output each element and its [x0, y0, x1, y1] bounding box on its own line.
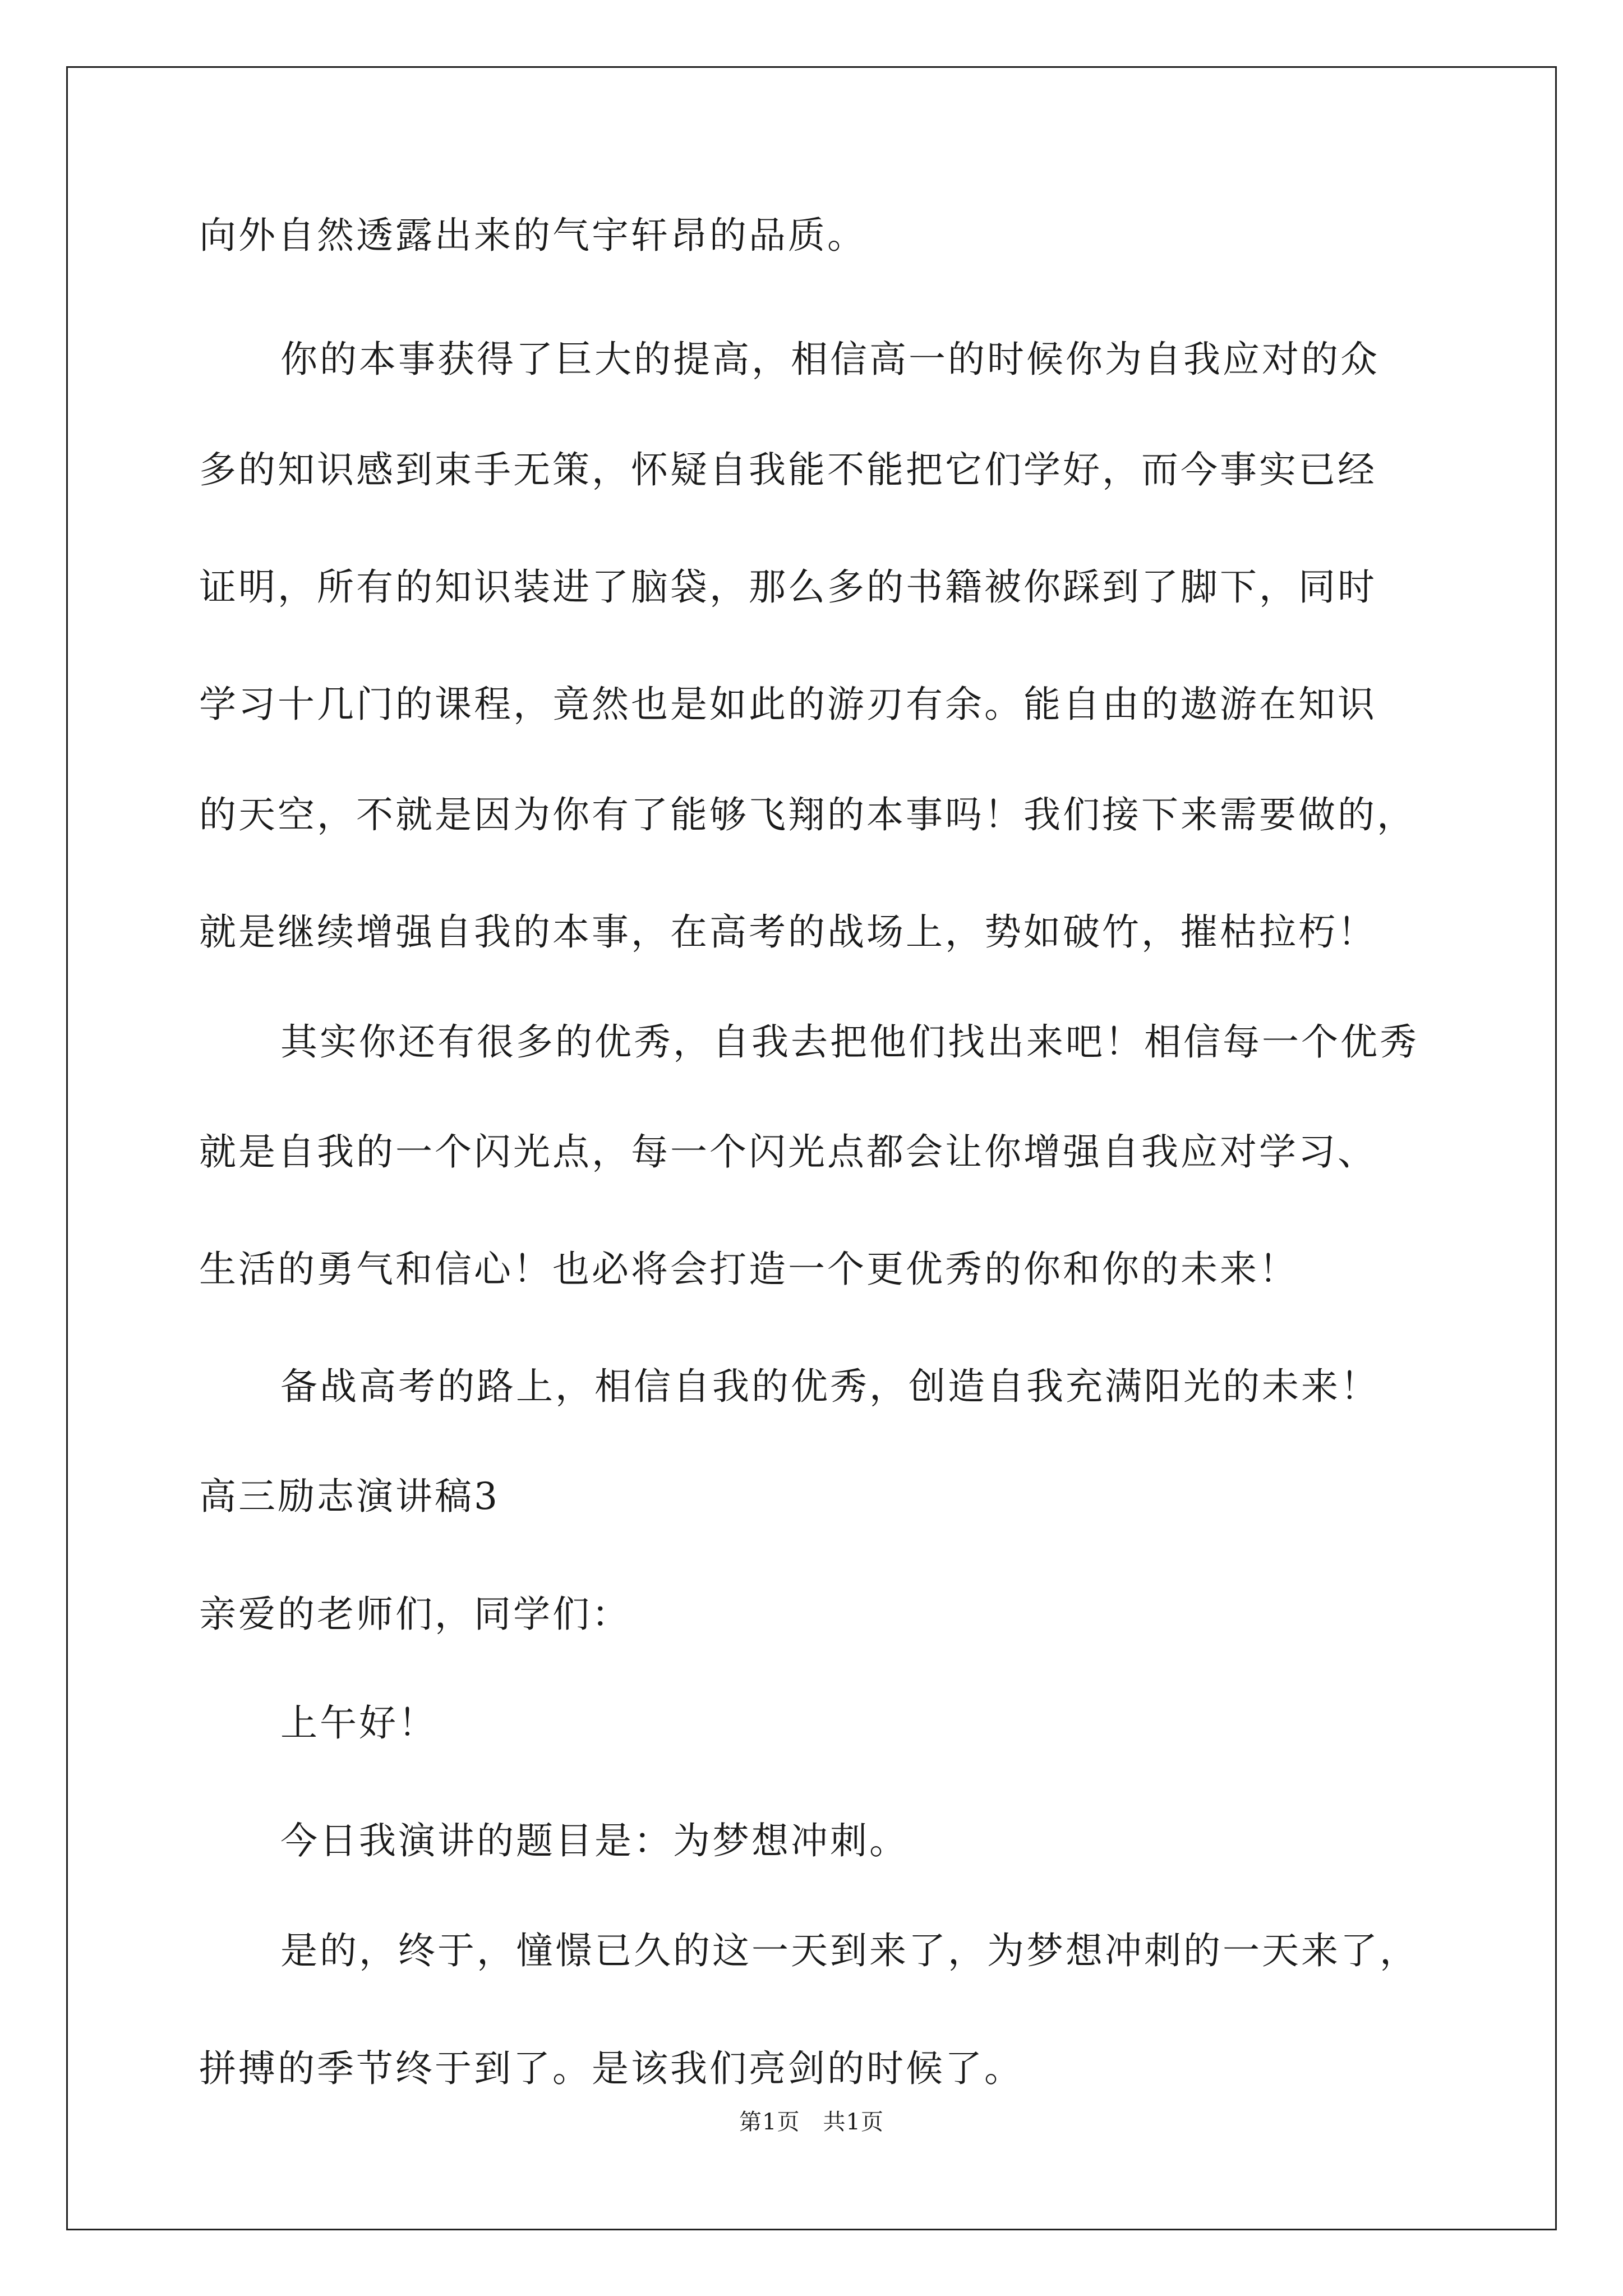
text-line: 证明，所有的知识装进了脑袋，那么多的书籍被你踩到了脚下，同时 [199, 565, 1377, 609]
text-line: 就是继续增强自我的本事，在高考的战场上，势如破竹，摧枯拉朽！ [199, 910, 1377, 954]
salutation: 亲爱的老师们，同学们： [199, 1593, 631, 1636]
text-line: 生活的勇气和信心！也必将会打造一个更优秀的你和你的未来！ [199, 1248, 1298, 1291]
text-line: 是的，终于，憧憬已久的这一天到来了，为梦想冲刺的一天来了， [280, 1929, 1419, 1972]
text-line: 学习十几门的课程，竟然也是如此的游刃有余。能自由的遨游在知识 [199, 683, 1377, 726]
text-line: 今日我演讲的题目是：为梦想冲刺。 [280, 1819, 909, 1862]
text-line: 就是自我的一个闪光点，每一个闪光点都会让你增强自我应对学习、 [199, 1130, 1377, 1174]
page-footer: 第1页 共1页 [739, 2109, 884, 2135]
text-line: 你的本事获得了巨大的提高，相信高一的时候你为自我应对的众 [280, 338, 1380, 381]
text-line: 其实你还有很多的优秀，自我去把他们找出来吧！相信每一个优秀 [280, 1020, 1419, 1064]
text-line: 向外自然透露出来的气宇轩昂的品质。 [199, 214, 866, 257]
section-heading: 高三励志演讲稿3 [199, 1475, 500, 1518]
text-line: 的天空，不就是因为你有了能够飞翔的本事吗！我们接下来需要做的， [199, 793, 1416, 836]
text-line: 备战高考的路上，相信自我的优秀，创造自我充满阳光的未来！ [280, 1365, 1380, 1408]
text-line: 多的知识感到束手无策，怀疑自我能不能把它们学好，而今事实已经 [199, 448, 1377, 491]
text-line: 拼搏的季节终于到了。是该我们亮剑的时候了。 [199, 2047, 1023, 2090]
greeting: 上午好！ [280, 1701, 437, 1745]
